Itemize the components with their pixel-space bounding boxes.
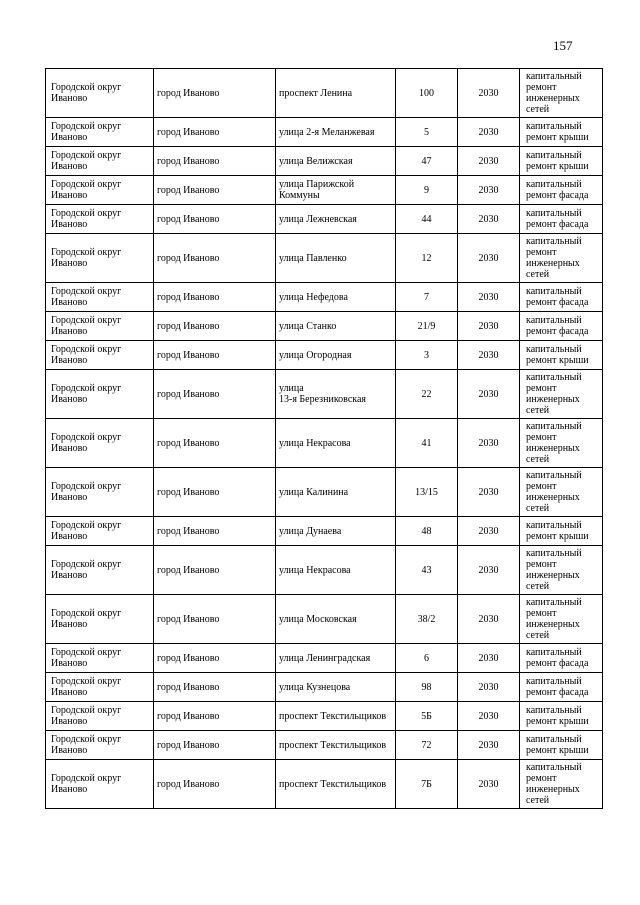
- street-cell: проспект Ленина: [276, 69, 396, 118]
- locality-cell: город Иваново: [154, 312, 276, 341]
- table-row: [46, 517, 603, 546]
- table-row: [46, 419, 603, 468]
- house-number-cell: 5: [396, 118, 458, 147]
- work-type-cell: капитальный ремонт инженерных сетей: [520, 69, 603, 118]
- work-type-cell: капитальный ремонт фасада: [520, 644, 603, 673]
- work-type-cell: капитальный ремонт фасада: [520, 312, 603, 341]
- locality-cell: город Иваново: [154, 234, 276, 283]
- locality-cell: город Иваново: [154, 673, 276, 702]
- work-type-cell: капитальный ремонт фасада: [520, 673, 603, 702]
- table-row: [46, 546, 603, 595]
- house-number-cell: 100: [396, 69, 458, 118]
- locality-cell: город Иваново: [154, 517, 276, 546]
- street-cell: улица Дунаева: [276, 517, 396, 546]
- year-cell: 2030: [458, 731, 520, 760]
- work-type-cell: капитальный ремонт инженерных сетей: [520, 546, 603, 595]
- municipality-cell: Городской округ Иваново: [46, 69, 154, 118]
- table-row: [46, 147, 603, 176]
- work-type-cell: капитальный ремонт крыши: [520, 341, 603, 370]
- table-row: [46, 673, 603, 702]
- house-number-cell: 38/2: [396, 595, 458, 644]
- house-number-cell: 21/9: [396, 312, 458, 341]
- locality-cell: город Иваново: [154, 147, 276, 176]
- table-row: [46, 702, 603, 731]
- municipality-cell: Городской округ Иваново: [46, 595, 154, 644]
- locality-cell: город Иваново: [154, 205, 276, 234]
- year-cell: 2030: [458, 341, 520, 370]
- municipality-cell: Городской округ Иваново: [46, 205, 154, 234]
- house-number-cell: 48: [396, 517, 458, 546]
- street-cell: улица Кузнецова: [276, 673, 396, 702]
- street-cell: улица Лежневская: [276, 205, 396, 234]
- street-cell: проспект Текстильщиков: [276, 702, 396, 731]
- work-type-cell: капитальный ремонт инженерных сетей: [520, 468, 603, 517]
- table-row: [46, 176, 603, 205]
- locality-cell: город Иваново: [154, 419, 276, 468]
- year-cell: 2030: [458, 673, 520, 702]
- year-cell: 2030: [458, 312, 520, 341]
- street-cell: проспект Текстильщиков: [276, 731, 396, 760]
- locality-cell: город Иваново: [154, 118, 276, 147]
- table-row: [46, 283, 603, 312]
- municipality-cell: Городской округ Иваново: [46, 147, 154, 176]
- street-cell: улица Велижская: [276, 147, 396, 176]
- work-type-cell: капитальный ремонт крыши: [520, 517, 603, 546]
- locality-cell: город Иваново: [154, 283, 276, 312]
- work-type-cell: капитальный ремонт инженерных сетей: [520, 370, 603, 419]
- table-row: [46, 118, 603, 147]
- table-row: [46, 731, 603, 760]
- street-cell: улица Некрасова: [276, 546, 396, 595]
- street-cell: улица Огородная: [276, 341, 396, 370]
- year-cell: 2030: [458, 644, 520, 673]
- locality-cell: город Иваново: [154, 468, 276, 517]
- house-number-cell: 13/15: [396, 468, 458, 517]
- house-number-cell: 41: [396, 419, 458, 468]
- street-cell: улица Калинина: [276, 468, 396, 517]
- municipality-cell: Городской округ Иваново: [46, 341, 154, 370]
- municipality-cell: Городской округ Иваново: [46, 419, 154, 468]
- house-number-cell: 43: [396, 546, 458, 595]
- street-cell: улица 2-я Меланжевая: [276, 118, 396, 147]
- work-type-cell: капитальный ремонт инженерных сетей: [520, 419, 603, 468]
- work-type-cell: капитальный ремонт крыши: [520, 147, 603, 176]
- municipality-cell: Городской округ Иваново: [46, 312, 154, 341]
- locality-cell: город Иваново: [154, 370, 276, 419]
- locality-cell: город Иваново: [154, 69, 276, 118]
- work-type-cell: капитальный ремонт фасада: [520, 205, 603, 234]
- year-cell: 2030: [458, 595, 520, 644]
- house-number-cell: 47: [396, 147, 458, 176]
- municipality-cell: Городской округ Иваново: [46, 234, 154, 283]
- house-number-cell: 9: [396, 176, 458, 205]
- locality-cell: город Иваново: [154, 341, 276, 370]
- work-type-cell: капитальный ремонт фасада: [520, 283, 603, 312]
- year-cell: 2030: [458, 234, 520, 283]
- work-type-cell: капитальный ремонт крыши: [520, 702, 603, 731]
- locality-cell: город Иваново: [154, 176, 276, 205]
- street-cell: улица Нефедова: [276, 283, 396, 312]
- table-row: [46, 234, 603, 283]
- work-type-cell: капитальный ремонт инженерных сетей: [520, 760, 603, 809]
- year-cell: 2030: [458, 147, 520, 176]
- municipality-cell: Городской округ Иваново: [46, 118, 154, 147]
- year-cell: 2030: [458, 546, 520, 595]
- municipality-cell: Городской округ Иваново: [46, 517, 154, 546]
- register-table: [45, 68, 603, 809]
- year-cell: 2030: [458, 69, 520, 118]
- work-type-cell: капитальный ремонт инженерных сетей: [520, 234, 603, 283]
- year-cell: 2030: [458, 370, 520, 419]
- house-number-cell: 98: [396, 673, 458, 702]
- house-number-cell: 44: [396, 205, 458, 234]
- house-number-cell: 12: [396, 234, 458, 283]
- house-number-cell: 6: [396, 644, 458, 673]
- house-number-cell: 5Б: [396, 702, 458, 731]
- house-number-cell: 72: [396, 731, 458, 760]
- municipality-cell: Городской округ Иваново: [46, 731, 154, 760]
- street-cell: улица Парижской Коммуны: [276, 176, 396, 205]
- house-number-cell: 22: [396, 370, 458, 419]
- table-row: [46, 69, 603, 118]
- table-row: [46, 760, 603, 809]
- year-cell: 2030: [458, 419, 520, 468]
- year-cell: 2030: [458, 702, 520, 731]
- year-cell: 2030: [458, 118, 520, 147]
- work-type-cell: капитальный ремонт крыши: [520, 118, 603, 147]
- year-cell: 2030: [458, 517, 520, 546]
- street-cell: улица Ленинградская: [276, 644, 396, 673]
- year-cell: 2030: [458, 205, 520, 234]
- street-cell: улица Павленко: [276, 234, 396, 283]
- municipality-cell: Городской округ Иваново: [46, 702, 154, 731]
- work-type-cell: капитальный ремонт крыши: [520, 731, 603, 760]
- locality-cell: город Иваново: [154, 731, 276, 760]
- street-cell: улица Некрасова: [276, 419, 396, 468]
- table-row: [46, 205, 603, 234]
- table-row: [46, 341, 603, 370]
- street-cell: улица Московская: [276, 595, 396, 644]
- work-type-cell: капитальный ремонт инженерных сетей: [520, 595, 603, 644]
- municipality-cell: Городской округ Иваново: [46, 370, 154, 419]
- house-number-cell: 3: [396, 341, 458, 370]
- year-cell: 2030: [458, 283, 520, 312]
- municipality-cell: Городской округ Иваново: [46, 673, 154, 702]
- locality-cell: город Иваново: [154, 644, 276, 673]
- municipality-cell: Городской округ Иваново: [46, 283, 154, 312]
- municipality-cell: Городской округ Иваново: [46, 176, 154, 205]
- table-row: [46, 644, 603, 673]
- table-row: [46, 468, 603, 517]
- table-row: [46, 312, 603, 341]
- work-type-cell: капитальный ремонт фасада: [520, 176, 603, 205]
- street-cell: проспект Текстильщиков: [276, 760, 396, 809]
- year-cell: 2030: [458, 760, 520, 809]
- municipality-cell: Городской округ Иваново: [46, 644, 154, 673]
- locality-cell: город Иваново: [154, 546, 276, 595]
- municipality-cell: Городской округ Иваново: [46, 468, 154, 517]
- municipality-cell: Городской округ Иваново: [46, 760, 154, 809]
- locality-cell: город Иваново: [154, 760, 276, 809]
- locality-cell: город Иваново: [154, 595, 276, 644]
- table-row: [46, 370, 603, 419]
- street-cell: улица 13-я Березниковская: [276, 370, 396, 419]
- table-row: [46, 595, 603, 644]
- page-number: 157: [553, 38, 573, 53]
- house-number-cell: 7Б: [396, 760, 458, 809]
- year-cell: 2030: [458, 176, 520, 205]
- house-number-cell: 7: [396, 283, 458, 312]
- street-cell: улица Станко: [276, 312, 396, 341]
- locality-cell: город Иваново: [154, 702, 276, 731]
- year-cell: 2030: [458, 468, 520, 517]
- municipality-cell: Городской округ Иваново: [46, 546, 154, 595]
